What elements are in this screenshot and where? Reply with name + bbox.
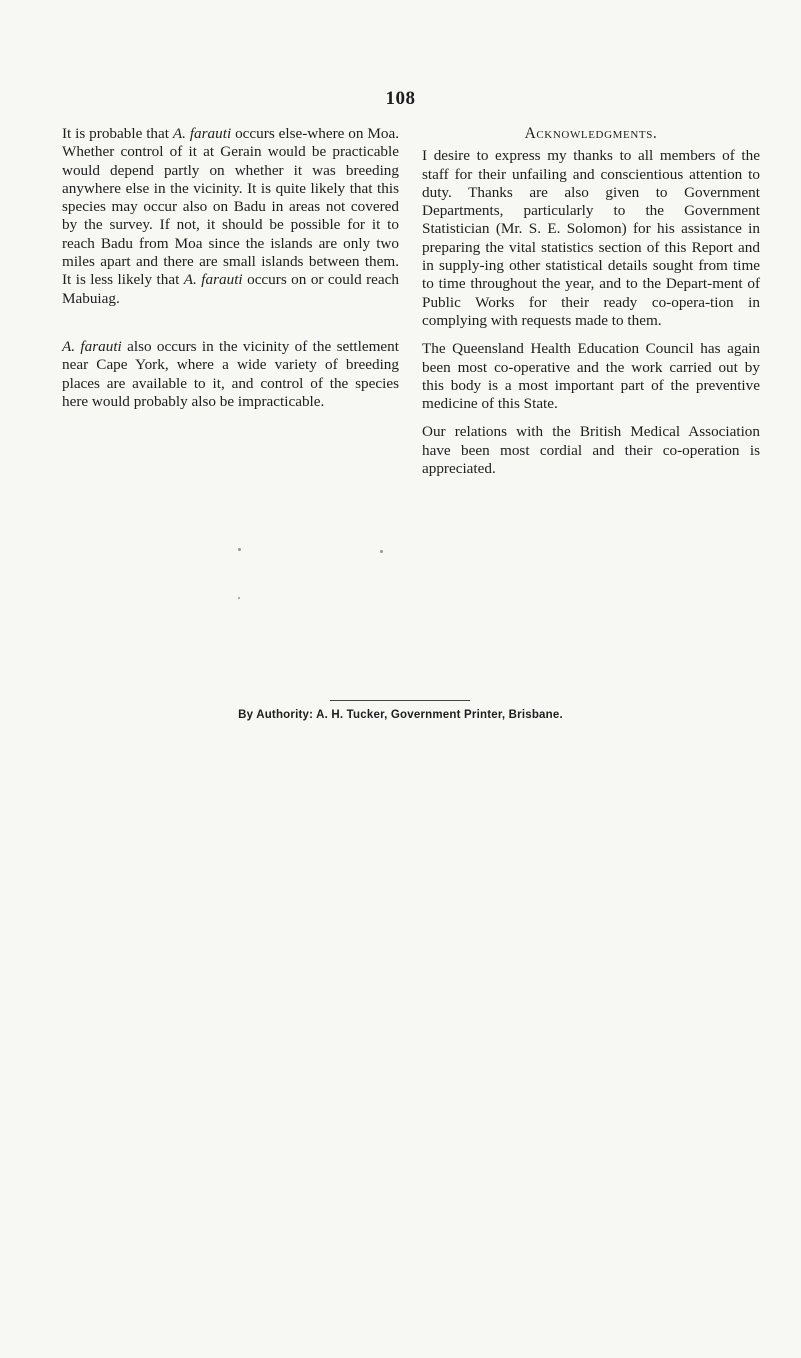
paragraph: Our relations with the British Medical Association have been most cordial and their co-operation is appreciated. [422, 423, 760, 478]
paragraph [62, 338, 399, 411]
right-column [422, 125, 760, 488]
left-column [62, 125, 399, 421]
printer-imprint: By Authority: A. H. Tucker, Government Printer, Brisbane. [238, 709, 563, 721]
paragraph: The Queensland Health Education Council has again been most co-operative and the work carried out by this body is a most important part of the preventive medicine of this State. [422, 340, 760, 413]
section-heading: Acknowledgments. [524, 125, 658, 142]
text-run: occurs on or could reach Mabuiag. [62, 271, 399, 307]
paragraph: I desire to express my thanks to all members of the staff for their unfailing and conscientious attention to duty. Thanks are also given to Government Departments, particularly to the Government Statistician (Mr. S. E. Solomon) for his assistance in preparing the vital statistics section of this Report and in supply-ing other statistical details sought from time to time throughout the year, and to the Depart-ment of Public Works for their ready co-opera-tion in complying with requests made to them. [422, 147, 760, 329]
print-speck [380, 550, 383, 553]
print-speck [238, 548, 241, 551]
footer-rule [330, 700, 470, 701]
page-number: 108 [385, 88, 416, 109]
text-run: occurs else-where on Moa. Whether control of it at Gerain would be practicable would depend partly on whether it was breeding anywhere else in the vicinity. It is quite likely that this species may occur also on Badu in areas not covered by the survey. If not, it should be possible for it to reach Badu from Moa since the islands are only two miles apart and there are small islands between them. It is less likely that [62, 125, 399, 289]
text-run: also occurs in the vicinity of the settlement near Cape York, where a wide variety of breeding places are available to it, and control of the species here would probably also be impracticable. [62, 337, 399, 410]
species-name: A. farauti [183, 271, 243, 289]
print-speck [238, 597, 240, 599]
species-name: A. farauti [62, 337, 122, 355]
text-run: It is probable that [62, 125, 173, 142]
species-name: A. farauti [172, 125, 232, 142]
paragraph [62, 125, 399, 308]
